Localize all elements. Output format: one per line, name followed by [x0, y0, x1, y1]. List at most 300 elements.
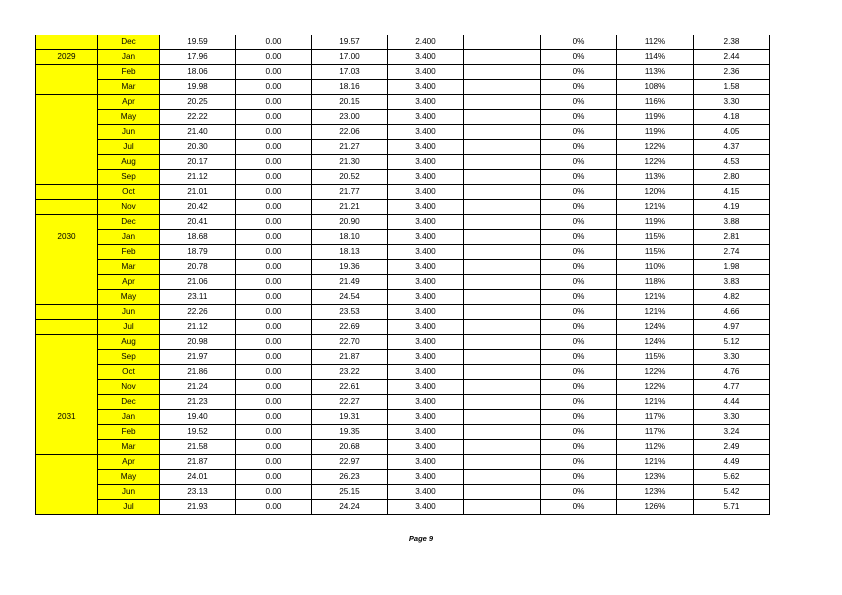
value-cell	[464, 170, 541, 185]
value-cell: 0.00	[236, 110, 312, 125]
year-cell	[36, 470, 98, 485]
value-cell: 0%	[541, 350, 617, 365]
value-cell	[464, 305, 541, 320]
value-cell: 0.00	[236, 350, 312, 365]
month-cell: Dec	[98, 215, 160, 230]
value-cell: 3.400	[388, 155, 464, 170]
value-cell	[464, 35, 541, 50]
value-cell: 3.400	[388, 500, 464, 515]
year-cell	[36, 35, 98, 50]
value-cell: 19.31	[312, 410, 388, 425]
value-cell: 2.400	[388, 35, 464, 50]
value-cell: 0%	[541, 260, 617, 275]
value-cell: 0%	[541, 95, 617, 110]
month-cell: Oct	[98, 185, 160, 200]
value-cell: 126%	[617, 500, 694, 515]
value-cell: 19.98	[160, 80, 236, 95]
value-cell: 3.24	[694, 425, 770, 440]
value-cell: 0.00	[236, 275, 312, 290]
value-cell: 4.49	[694, 455, 770, 470]
value-cell: 19.35	[312, 425, 388, 440]
table-row	[36, 365, 770, 380]
page-label: Page	[408, 534, 429, 543]
table-row	[36, 380, 770, 395]
month-cell: Jan	[98, 230, 160, 245]
value-cell: 122%	[617, 365, 694, 380]
value-cell: 2.36	[694, 65, 770, 80]
month-cell: Apr	[98, 275, 160, 290]
value-cell: 23.13	[160, 485, 236, 500]
value-cell: 18.79	[160, 245, 236, 260]
year-cell	[36, 425, 98, 440]
value-cell: 0%	[541, 290, 617, 305]
table-row	[36, 125, 770, 140]
value-cell	[464, 350, 541, 365]
table-row	[36, 110, 770, 125]
value-cell: 113%	[617, 65, 694, 80]
value-cell: 3.400	[388, 245, 464, 260]
value-cell: 20.25	[160, 95, 236, 110]
month-cell: Dec	[98, 35, 160, 50]
value-cell: 0%	[541, 365, 617, 380]
year-cell	[36, 485, 98, 500]
value-cell	[464, 440, 541, 455]
year-cell	[36, 380, 98, 395]
value-cell: 114%	[617, 50, 694, 65]
value-cell: 20.52	[312, 170, 388, 185]
month-cell: Jul	[98, 320, 160, 335]
value-cell: 19.40	[160, 410, 236, 425]
value-cell: 0%	[541, 155, 617, 170]
value-cell: 115%	[617, 245, 694, 260]
value-cell: 5.12	[694, 335, 770, 350]
value-cell: 0.00	[236, 380, 312, 395]
value-cell: 3.400	[388, 440, 464, 455]
value-cell: 22.97	[312, 455, 388, 470]
year-cell	[36, 65, 98, 80]
year-cell	[36, 110, 98, 125]
value-cell: 3.400	[388, 320, 464, 335]
value-cell: 5.71	[694, 500, 770, 515]
month-cell: Jul	[98, 140, 160, 155]
month-cell: Nov	[98, 380, 160, 395]
year-cell: 2030	[36, 230, 98, 245]
value-cell: 23.22	[312, 365, 388, 380]
value-cell: 19.52	[160, 425, 236, 440]
value-cell: 22.27	[312, 395, 388, 410]
value-cell: 0%	[541, 50, 617, 65]
value-cell	[464, 125, 541, 140]
value-cell: 121%	[617, 395, 694, 410]
value-cell: 4.53	[694, 155, 770, 170]
value-cell	[464, 485, 541, 500]
year-cell	[36, 305, 98, 320]
value-cell: 119%	[617, 110, 694, 125]
value-cell: 0.00	[236, 230, 312, 245]
value-cell: 0%	[541, 410, 617, 425]
value-cell: 0.00	[236, 170, 312, 185]
value-cell: 22.61	[312, 380, 388, 395]
value-cell: 22.69	[312, 320, 388, 335]
month-cell: Aug	[98, 335, 160, 350]
value-cell: 0.00	[236, 335, 312, 350]
value-cell: 4.66	[694, 305, 770, 320]
table-row	[36, 35, 770, 50]
value-cell: 23.00	[312, 110, 388, 125]
value-cell: 0%	[541, 470, 617, 485]
value-cell: 4.44	[694, 395, 770, 410]
value-cell	[464, 260, 541, 275]
value-cell: 0%	[541, 335, 617, 350]
month-cell: Apr	[98, 95, 160, 110]
value-cell: 119%	[617, 125, 694, 140]
value-cell: 5.62	[694, 470, 770, 485]
value-cell: 22.22	[160, 110, 236, 125]
value-cell: 20.30	[160, 140, 236, 155]
value-cell	[464, 290, 541, 305]
value-cell	[464, 425, 541, 440]
table-row	[36, 245, 770, 260]
value-cell	[464, 455, 541, 470]
table-row	[36, 485, 770, 500]
value-cell: 3.400	[388, 485, 464, 500]
value-cell: 4.15	[694, 185, 770, 200]
year-cell: 2031	[36, 410, 98, 425]
page-number: 9	[428, 534, 434, 543]
value-cell: 120%	[617, 185, 694, 200]
value-cell: 0.00	[236, 500, 312, 515]
month-cell: Aug	[98, 155, 160, 170]
year-cell	[36, 350, 98, 365]
value-cell: 17.96	[160, 50, 236, 65]
value-cell: 0.00	[236, 290, 312, 305]
value-cell: 0.00	[236, 50, 312, 65]
table-row	[36, 140, 770, 155]
value-cell: 3.400	[388, 290, 464, 305]
value-cell: 19.59	[160, 35, 236, 50]
value-cell: 1.98	[694, 260, 770, 275]
value-cell	[464, 245, 541, 260]
value-cell: 115%	[617, 230, 694, 245]
value-cell: 26.23	[312, 470, 388, 485]
month-cell: Feb	[98, 65, 160, 80]
value-cell: 3.400	[388, 110, 464, 125]
month-cell: Sep	[98, 350, 160, 365]
table-row	[36, 230, 770, 245]
value-cell: 24.24	[312, 500, 388, 515]
table-row	[36, 320, 770, 335]
value-cell: 21.97	[160, 350, 236, 365]
year-cell	[36, 365, 98, 380]
value-cell: 3.400	[388, 95, 464, 110]
value-cell	[464, 500, 541, 515]
value-cell: 0%	[541, 380, 617, 395]
value-cell: 3.83	[694, 275, 770, 290]
table-row	[36, 185, 770, 200]
value-cell: 123%	[617, 470, 694, 485]
value-cell: 113%	[617, 170, 694, 185]
value-cell: 20.78	[160, 260, 236, 275]
value-cell	[464, 140, 541, 155]
value-cell: 0.00	[236, 140, 312, 155]
value-cell: 21.12	[160, 320, 236, 335]
value-cell	[464, 110, 541, 125]
value-cell	[464, 395, 541, 410]
value-cell: 0.00	[236, 200, 312, 215]
year-cell	[36, 215, 98, 230]
value-cell: 23.53	[312, 305, 388, 320]
month-cell: Jul	[98, 500, 160, 515]
value-cell	[464, 215, 541, 230]
value-cell	[464, 80, 541, 95]
value-cell: 3.400	[388, 365, 464, 380]
value-cell: 3.30	[694, 410, 770, 425]
value-cell: 4.77	[694, 380, 770, 395]
table-row	[36, 395, 770, 410]
value-cell: 18.10	[312, 230, 388, 245]
value-cell: 0.00	[236, 185, 312, 200]
value-cell: 3.30	[694, 350, 770, 365]
value-cell: 18.68	[160, 230, 236, 245]
value-cell: 3.400	[388, 410, 464, 425]
value-cell: 18.16	[312, 80, 388, 95]
value-cell: 4.19	[694, 200, 770, 215]
month-cell: May	[98, 470, 160, 485]
month-cell: Nov	[98, 200, 160, 215]
year-cell	[36, 170, 98, 185]
value-cell: 0.00	[236, 260, 312, 275]
value-cell	[464, 275, 541, 290]
value-cell	[464, 50, 541, 65]
value-cell: 0.00	[236, 455, 312, 470]
value-cell: 0.00	[236, 95, 312, 110]
value-cell	[464, 335, 541, 350]
value-cell: 3.30	[694, 95, 770, 110]
table-row	[36, 290, 770, 305]
year-cell	[36, 455, 98, 470]
value-cell: 0%	[541, 140, 617, 155]
value-cell	[464, 380, 541, 395]
value-cell	[464, 410, 541, 425]
month-cell: Mar	[98, 80, 160, 95]
value-cell: 121%	[617, 455, 694, 470]
table-row	[36, 440, 770, 455]
value-cell: 0%	[541, 455, 617, 470]
value-cell: 4.05	[694, 125, 770, 140]
value-cell: 3.400	[388, 275, 464, 290]
value-cell: 21.40	[160, 125, 236, 140]
year-cell	[36, 320, 98, 335]
value-cell: 0%	[541, 485, 617, 500]
value-cell: 3.400	[388, 455, 464, 470]
value-cell: 122%	[617, 380, 694, 395]
year-cell	[36, 95, 98, 110]
value-cell: 3.400	[388, 140, 464, 155]
value-cell: 3.400	[388, 470, 464, 485]
value-cell: 21.86	[160, 365, 236, 380]
month-cell: May	[98, 110, 160, 125]
value-cell: 122%	[617, 155, 694, 170]
table-row	[36, 260, 770, 275]
value-cell: 21.12	[160, 170, 236, 185]
value-cell: 3.400	[388, 80, 464, 95]
value-cell: 121%	[617, 290, 694, 305]
value-cell	[464, 65, 541, 80]
value-cell: 2.81	[694, 230, 770, 245]
value-cell: 0.00	[236, 425, 312, 440]
value-cell: 18.06	[160, 65, 236, 80]
year-cell	[36, 335, 98, 350]
value-cell: 0.00	[236, 440, 312, 455]
year-cell	[36, 245, 98, 260]
value-cell: 0%	[541, 500, 617, 515]
page-footer	[0, 534, 842, 543]
value-cell: 0.00	[236, 155, 312, 170]
value-cell: 23.11	[160, 290, 236, 305]
table-row	[36, 305, 770, 320]
value-cell: 0%	[541, 170, 617, 185]
value-cell: 123%	[617, 485, 694, 500]
value-cell: 20.42	[160, 200, 236, 215]
year-cell	[36, 290, 98, 305]
data-table	[35, 35, 770, 515]
value-cell: 0%	[541, 200, 617, 215]
value-cell: 0%	[541, 305, 617, 320]
value-cell: 0.00	[236, 470, 312, 485]
value-cell: 21.87	[312, 350, 388, 365]
value-cell: 124%	[617, 320, 694, 335]
value-cell	[464, 470, 541, 485]
table-row	[36, 410, 770, 425]
value-cell: 3.400	[388, 200, 464, 215]
value-cell: 119%	[617, 215, 694, 230]
value-cell: 24.01	[160, 470, 236, 485]
value-cell: 122%	[617, 140, 694, 155]
value-cell: 3.400	[388, 185, 464, 200]
value-cell: 4.97	[694, 320, 770, 335]
table-row	[36, 335, 770, 350]
value-cell: 21.77	[312, 185, 388, 200]
value-cell: 0%	[541, 320, 617, 335]
value-cell: 24.54	[312, 290, 388, 305]
month-cell: May	[98, 290, 160, 305]
value-cell: 118%	[617, 275, 694, 290]
value-cell: 0%	[541, 110, 617, 125]
value-cell: 3.400	[388, 50, 464, 65]
month-cell: Feb	[98, 425, 160, 440]
table-row	[36, 95, 770, 110]
month-cell: Jan	[98, 50, 160, 65]
value-cell: 0.00	[236, 215, 312, 230]
value-cell: 117%	[617, 410, 694, 425]
value-cell: 21.21	[312, 200, 388, 215]
value-cell: 110%	[617, 260, 694, 275]
value-cell	[464, 230, 541, 245]
value-cell: 0%	[541, 245, 617, 260]
value-cell: 3.400	[388, 305, 464, 320]
year-cell	[36, 155, 98, 170]
table-row	[36, 80, 770, 95]
month-cell: Jun	[98, 125, 160, 140]
value-cell: 112%	[617, 440, 694, 455]
value-cell: 3.400	[388, 350, 464, 365]
table-row	[36, 65, 770, 80]
value-cell: 25.15	[312, 485, 388, 500]
year-cell	[36, 260, 98, 275]
value-cell: 115%	[617, 350, 694, 365]
value-cell: 22.06	[312, 125, 388, 140]
month-cell: Mar	[98, 260, 160, 275]
month-cell: Jun	[98, 485, 160, 500]
value-cell: 21.01	[160, 185, 236, 200]
value-cell: 21.49	[312, 275, 388, 290]
value-cell: 0%	[541, 65, 617, 80]
value-cell: 3.400	[388, 260, 464, 275]
value-cell: 0%	[541, 230, 617, 245]
value-cell	[464, 320, 541, 335]
month-cell: Sep	[98, 170, 160, 185]
year-cell	[36, 395, 98, 410]
month-cell: Oct	[98, 365, 160, 380]
value-cell: 116%	[617, 95, 694, 110]
value-cell: 0.00	[236, 35, 312, 50]
year-cell	[36, 80, 98, 95]
value-cell: 21.06	[160, 275, 236, 290]
value-cell: 17.03	[312, 65, 388, 80]
table-row	[36, 215, 770, 230]
value-cell: 4.76	[694, 365, 770, 380]
value-cell: 20.41	[160, 215, 236, 230]
value-cell: 21.93	[160, 500, 236, 515]
value-cell: 121%	[617, 305, 694, 320]
year-cell	[36, 200, 98, 215]
value-cell: 0%	[541, 35, 617, 50]
value-cell: 20.68	[312, 440, 388, 455]
table-row	[36, 200, 770, 215]
value-cell: 3.400	[388, 380, 464, 395]
value-cell: 0.00	[236, 395, 312, 410]
value-cell: 0%	[541, 395, 617, 410]
year-cell: 2029	[36, 50, 98, 65]
month-cell: Jan	[98, 410, 160, 425]
year-cell	[36, 275, 98, 290]
value-cell: 21.23	[160, 395, 236, 410]
month-cell: Dec	[98, 395, 160, 410]
value-cell: 21.87	[160, 455, 236, 470]
value-cell: 21.30	[312, 155, 388, 170]
value-cell: 0%	[541, 440, 617, 455]
value-cell: 2.49	[694, 440, 770, 455]
value-cell: 1.58	[694, 80, 770, 95]
value-cell: 4.37	[694, 140, 770, 155]
value-cell: 3.400	[388, 65, 464, 80]
value-cell: 0.00	[236, 80, 312, 95]
value-cell: 20.90	[312, 215, 388, 230]
month-cell: Jun	[98, 305, 160, 320]
value-cell: 0%	[541, 185, 617, 200]
table-row	[36, 425, 770, 440]
value-cell: 5.42	[694, 485, 770, 500]
value-cell: 0.00	[236, 245, 312, 260]
value-cell: 3.400	[388, 125, 464, 140]
table-row	[36, 455, 770, 470]
table-row	[36, 275, 770, 290]
value-cell: 2.38	[694, 35, 770, 50]
month-cell: Mar	[98, 440, 160, 455]
table-row	[36, 500, 770, 515]
value-cell: 108%	[617, 80, 694, 95]
value-cell: 0%	[541, 80, 617, 95]
